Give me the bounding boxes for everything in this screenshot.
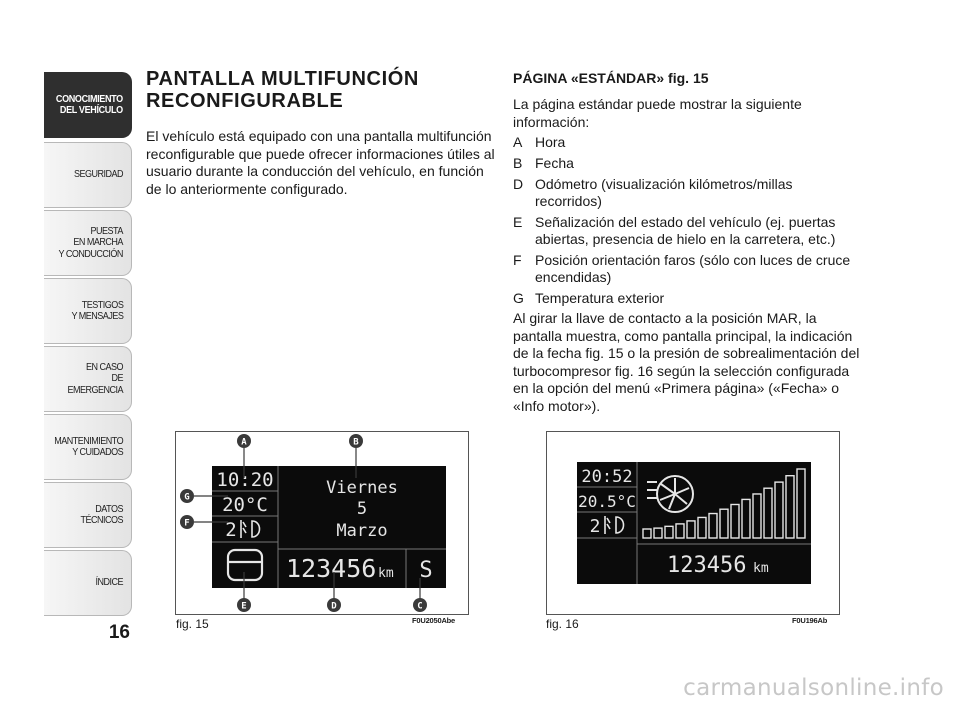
figure-16 bbox=[546, 431, 840, 615]
headlight-level-readout: 2 bbox=[225, 519, 237, 541]
legend-list bbox=[513, 134, 863, 311]
legend-key: F bbox=[513, 252, 522, 268]
odometer-unit: km bbox=[378, 566, 394, 581]
watermark: carmanualsonline.info bbox=[683, 675, 944, 701]
outside-temp-readout: 20°C bbox=[222, 494, 268, 516]
sidebar-item-label: PUESTA EN MARCHA Y CONDUCCIÓN bbox=[58, 224, 123, 260]
sidebar-item-puesta-en-marcha[interactable] bbox=[44, 210, 132, 276]
sidebar-item-seguridad[interactable] bbox=[44, 142, 132, 208]
legend-item bbox=[513, 155, 863, 172]
legend-key: B bbox=[513, 155, 523, 171]
marker-d bbox=[327, 598, 341, 612]
title-line-1: PANTALLA MULTIFUNCIÓN bbox=[146, 68, 419, 90]
legend-key: D bbox=[513, 176, 524, 192]
legend-item bbox=[513, 214, 863, 248]
figure-15 bbox=[175, 431, 469, 615]
legend-text: Temperatura exterior bbox=[535, 290, 665, 306]
legend-text: Hora bbox=[535, 134, 566, 150]
figure-16-caption: fig. 16 bbox=[546, 617, 579, 631]
marker-e bbox=[237, 598, 251, 612]
legend-item bbox=[513, 290, 863, 307]
figure-15-caption: fig. 15 bbox=[176, 617, 209, 631]
legend-text: Señalización del estado del vehículo (ej. puertas abiertas, presencia de hielo en la carretera, etc.) bbox=[535, 214, 836, 247]
sidebar-item-testigos[interactable] bbox=[44, 278, 132, 344]
page-number: 16 bbox=[108, 622, 130, 643]
sidebar-item-label: CONOCIMIENTO DEL VEHÍCULO bbox=[56, 92, 123, 116]
sidebar-item-label: ÍNDICE bbox=[95, 576, 123, 589]
sidebar-item-conocimiento[interactable] bbox=[44, 72, 132, 138]
odometer-readout: 123456 bbox=[667, 553, 747, 578]
marker-b bbox=[349, 434, 363, 448]
legend-key: E bbox=[513, 214, 523, 230]
legend-key: A bbox=[513, 134, 523, 150]
section-heading: PÁGINA «ESTÁNDAR» fig. 15 bbox=[513, 70, 709, 86]
intro-paragraph: El vehículo está equipado con una pantalla multifunción reconfigurable que puede ofrecer informaciones útiles al usuario durante la conducción del vehículo, en función de lo anteriormente configurado. bbox=[146, 128, 495, 197]
marker-label: C bbox=[417, 601, 423, 612]
marker-label: F bbox=[184, 518, 190, 529]
odometer-readout: 123456 bbox=[286, 554, 377, 583]
gear-readout: S bbox=[419, 558, 433, 583]
date-day-number: 5 bbox=[356, 499, 368, 519]
odometer-unit: km bbox=[753, 561, 769, 576]
title-line-2: RECONFIGURABLE bbox=[146, 90, 344, 112]
sidebar-item-label: MANTENIMIENTO Y CUIDADOS bbox=[54, 434, 123, 458]
marker-label: B bbox=[353, 437, 359, 448]
section-intro: La página estándar puede mostrar la siguiente información: bbox=[513, 96, 802, 130]
headlight-level-readout: 2 bbox=[589, 516, 601, 537]
legend-text: Odómetro (visualización kilómetros/millas recorridos) bbox=[535, 176, 793, 209]
page-title bbox=[146, 68, 506, 112]
sidebar-item-datos-tecnicos[interactable] bbox=[44, 482, 132, 548]
outside-temp-readout: 20.5°C bbox=[578, 492, 636, 511]
marker-f bbox=[180, 515, 194, 529]
clock-readout: 20:52 bbox=[581, 467, 633, 487]
marker-label: D bbox=[331, 601, 337, 612]
marker-label: E bbox=[241, 601, 247, 612]
sidebar-item-label: TESTIGOS Y MENSAJES bbox=[71, 298, 123, 322]
display-illustration-turbo bbox=[547, 432, 839, 614]
sidebar-item-label: SEGURIDAD bbox=[73, 168, 123, 181]
marker-g bbox=[180, 489, 194, 503]
sidebar-item-label: DATOS TÉCNICOS bbox=[80, 502, 123, 526]
marker-c bbox=[413, 598, 427, 612]
legend-item bbox=[513, 176, 863, 210]
legend-text: Posición orientación faros (sólo con luces de cruce encendidas) bbox=[535, 252, 851, 285]
sidebar-item-emergencia[interactable] bbox=[44, 346, 132, 412]
display-illustration-standard bbox=[176, 432, 468, 614]
figure-16-code: F0U196Ab bbox=[792, 616, 828, 625]
date-month: Marzo bbox=[336, 521, 388, 541]
date-weekday: Viernes bbox=[326, 478, 398, 498]
legend-key: G bbox=[513, 290, 524, 306]
legend-item bbox=[513, 252, 863, 286]
marker-label: A bbox=[241, 437, 247, 448]
marker-label: G bbox=[184, 492, 190, 503]
legend-text: Fecha bbox=[535, 155, 574, 171]
body-paragraph: Al girar la llave de contacto a la posición MAR, la pantalla muestra, como pantalla principal, la indicación de la fecha fig. 15 o la presión de sobrealimentación del turbocompresor fig. 16 según la selección configurada en la opción del menú «Primera página» («Fecha» o «Info motor»). bbox=[513, 310, 860, 414]
figure-15-code: F0U2050Abe bbox=[412, 616, 456, 625]
clock-readout: 10:20 bbox=[216, 469, 274, 491]
sidebar-item-indice[interactable] bbox=[44, 550, 132, 616]
sidebar-item-label: EN CASO DE EMERGENCIA bbox=[67, 360, 123, 396]
legend-item bbox=[513, 134, 863, 151]
marker-a bbox=[237, 434, 251, 448]
sidebar-item-mantenimiento[interactable] bbox=[44, 414, 132, 480]
